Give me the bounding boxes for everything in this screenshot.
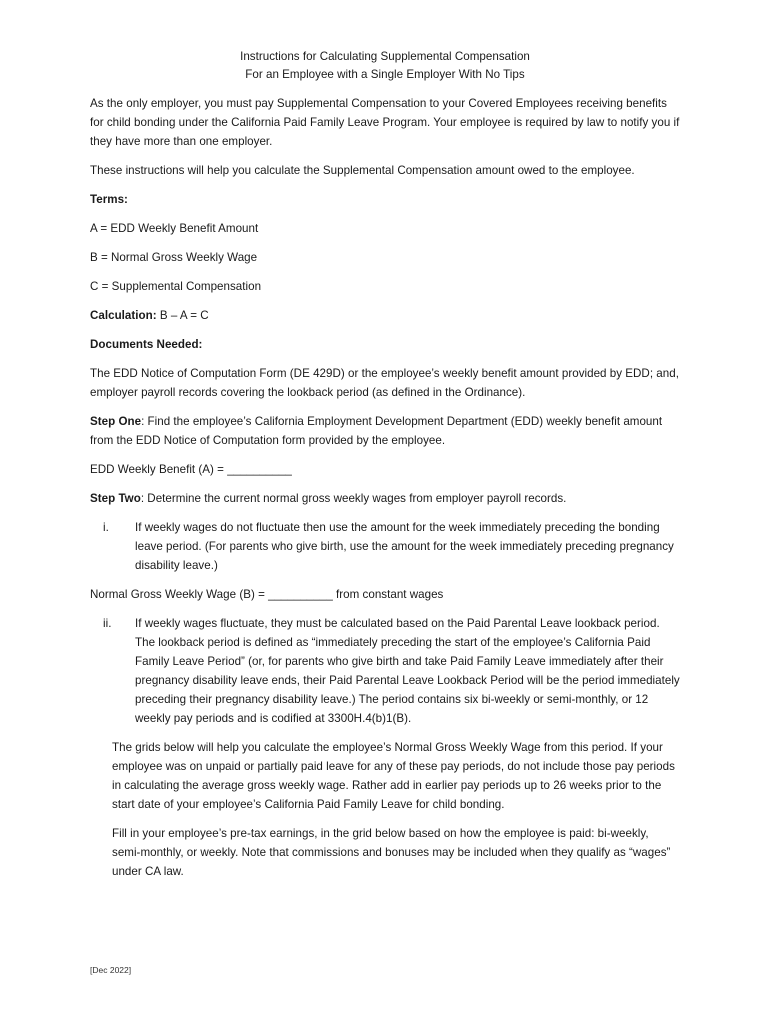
step-two-text: : Determine the current normal gross weekly wages from employer payroll records. <box>140 492 567 505</box>
title-line-1: Instructions for Calculating Supplemental Compensation <box>240 50 530 63</box>
documents-paragraph: The EDD Notice of Computation Form (DE 429D) or the employee’s weekly benefit amount provided by EDD; and, employer payroll records covering the lookback period (as defined in the Ordinance). <box>90 367 679 399</box>
help-paragraph: These instructions will help you calculate the Supplemental Compensation amount owed to the employee. <box>90 164 635 177</box>
list-number-ii: ii. <box>103 617 112 630</box>
document-title <box>90 48 680 84</box>
footer-date: [Dec 2022] <box>90 965 132 975</box>
term-a: A = EDD Weekly Benefit Amount <box>90 222 259 235</box>
list-text-i: If weekly wages do not fluctuate then use the amount for the week immediately preceding the bonding leave period. (For parents who give birth, use the amount for the week immediately preceding pregnancy disability leave.) <box>135 521 674 572</box>
list-item-ii <box>90 614 680 728</box>
normal-gross-weekly-wage-line: Normal Gross Weekly Wage (B) = __________ from constant wages <box>90 588 444 601</box>
fill-in-paragraph: Fill in your employee’s pre-tax earnings, in the grid below based on how the employee is paid: bi-weekly, semi-monthly, or weekly. Note that commissions and bonuses may be included when they qualify as “wages” under CA law. <box>112 827 671 878</box>
step-two-label: Step Two <box>90 492 141 505</box>
term-c: C = Supplemental Compensation <box>90 280 262 293</box>
list-item-i <box>90 518 680 575</box>
calculation-label: Calculation: <box>90 309 157 322</box>
edd-weekly-benefit-line: EDD Weekly Benefit (A) = __________ <box>90 463 292 476</box>
calculation-line <box>90 306 680 325</box>
step-one-label: Step One <box>90 415 142 428</box>
title-line-2: For an Employee with a Single Employer With No Tips <box>245 68 525 81</box>
step-one-paragraph <box>90 412 680 450</box>
list-number-i: i. <box>103 521 109 534</box>
documents-heading: Documents Needed: <box>90 338 203 351</box>
calculation-formula: B – A = C <box>159 309 209 322</box>
step-two-paragraph <box>90 489 680 508</box>
step-one-text: : Find the employee’s California Employment Development Department (EDD) weekly benefit amount from the EDD Notice of Computation form provided by the employee. <box>90 415 663 447</box>
terms-heading: Terms: <box>90 193 128 206</box>
term-b: B = Normal Gross Weekly Wage <box>90 251 258 264</box>
intro-paragraph: As the only employer, you must pay Supplemental Compensation to your Covered Employees receiving benefits for child bonding under the California Paid Family Leave Program. Your employee is required by law to notify you if they have more than one employer. <box>90 97 680 148</box>
grids-paragraph: The grids below will help you calculate the employee’s Normal Gross Weekly Wage from this period. If your employee was on unpaid or partially paid leave for any of these pay periods, do not include those pay periods in calculating the average gross weekly wage. Rather add in earlier pay periods up to 26 weeks prior to the start date of your employee’s California Paid Family Leave for child bonding. <box>112 741 675 811</box>
list-text-ii: If weekly wages fluctuate, they must be calculated based on the Paid Parental Leave lookback period. The lookback period is defined as “immediately preceding the start of the employee’s California Paid Family Leave Period” (or, for parents who give birth and take Paid Family Leave immediately after their pregnancy disability leave ends, their Paid Parental Leave Lookback Period will be the period immediately preceding their pregnancy disability leave.) The period contains six bi-weekly or semi-monthly, or 12 weekly pay periods and is codified at 3300H.4(b)1(B). <box>135 617 680 725</box>
